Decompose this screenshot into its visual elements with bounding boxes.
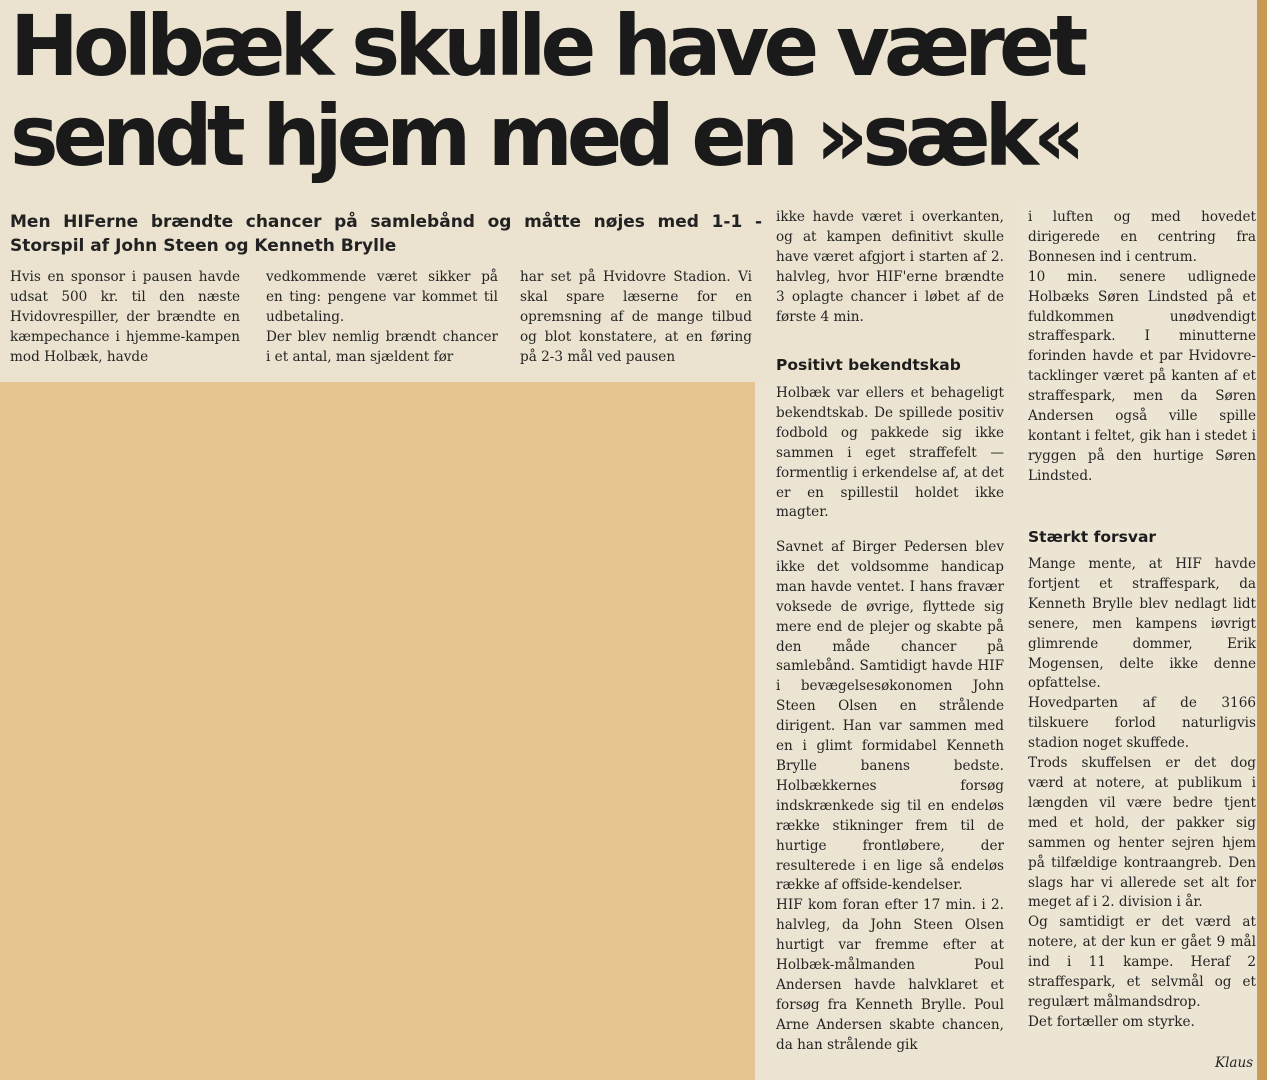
headline-line-1: Holbæk skulle have været xyxy=(10,0,1083,95)
author-signature: Klaus xyxy=(1215,1055,1254,1071)
article-column-1: Hvis en sponsor i pausen havde udsat 500 kr. til den næste Hvidovrespiller, der brændte en kæmpechance i hjemme-kampen mod Holbæk, havde xyxy=(10,269,240,365)
article-column-4-bottom: Savnet af Birger Pedersen blev ikke det voldsomme handicap man havde ventet. I hans fravær voksede de øvrige, flyttede sig mere end de plejer og skabte på den måde chancer på samlebånd. Samtidigt havde HIF i bevægelsesøkonomen John Steen Olsen en strålende dirigent. Han var sammen med en i glimt formidabel Kenneth Brylle banens bedste. Holbækkernes forsøg indskrænkede sig til en endeløs række stikninger frem til de hurtige frontløbere, der resulterede i en lige så endeløs række af offside-kendelser. HIF kom foran efter 17 min. i 2. halvleg, da John Steen Olsen hurtigt var fremme efter at Holbæk-målmanden Poul Andersen havde halvklaret et forsøg fra Kenneth Brylle. Poul Arne Andersen skabte chancen, da han strålende gik xyxy=(776,539,1004,1053)
section-heading-staerkt: Stærkt forsvar xyxy=(1028,528,1157,546)
article-column-4-mid: Holbæk var ellers et behageligt bekendtskab. De spillede positiv fodbold og pakkede sig ikke sammen i eget straffefelt — formentlig i erkendelse af, at det er en spillestil holdet ikke magter. xyxy=(776,385,1004,521)
article-column-4-top: ikke havde været i overkanten, og at kampen definitivt skulle have været afgjort i starten af 2. halvleg, hvor HIF'erne brændte 3 oplagte chancer i løbet af de første 4 min. xyxy=(776,209,1004,325)
article-column-5-bottom: Mange mente, at HIF havde fortjent et straffespark, da Kenneth Brylle blev nedlagt lidt senere, men kampens iøvrigt glimrende dommer, Erik Mogensen, delte ikke denne opfattelse. Hovedparten af de 3166 tilskuere forlod naturligvis stadion noget skuffede. Trods skuffelsen er det dog værd at notere, at publikum i længden vil være bedre tjent med et hold, der pakker sig sammen og henter sejren hjem på tilfældige kontraangreb. Den slags har vi allerede set alt for meget af i 2. division i år. Og samtidigt er det værd at notere, at der kun er gået 9 mål ind i 11 kampe. Heraf 2 straffespark, et selvmål og et regulært målmandsdrop. Det fortæller om styrke. xyxy=(1028,556,1256,1030)
article-column-5-top: i luften og med hovedet dirigerede en centring fra Bonnesen ind i centrum. 10 min. senere udlignede Holbæks Søren Lindsted på et fuldkommen unødvendigt straffespark. I minutterne forinden havde et par Hvidovre-tacklinger været på kanten af et straffespark, men da Søren Andersen også ville spille kontant i feltet, gik han i stedet i ryggen på den hurtige Søren Lindsted. xyxy=(1028,209,1256,484)
page-edge xyxy=(1257,0,1267,1080)
headline-line-2: sendt hjem med en »sæk« xyxy=(10,87,1080,185)
article-column-3: har set på Hvidovre Stadion. Vi skal spare læserne for en opremsning af de mange tilbud og blot konstatere, at en føring på 2-3 mål ved pausen xyxy=(520,269,752,365)
section-heading-positivt: Positivt bekendtskab xyxy=(776,356,961,374)
subheadline: Men HIFerne brændte chancer på samlebånd og måtte nøjes med 1-1 - Storspil af John Steen og Kenneth Brylle xyxy=(10,212,762,256)
article-column-2: vedkommende været sikker på en ting: pengene var kommet til udbetaling. Der blev nemlig brændt chancer i et antal, man sjældent før xyxy=(266,269,498,365)
